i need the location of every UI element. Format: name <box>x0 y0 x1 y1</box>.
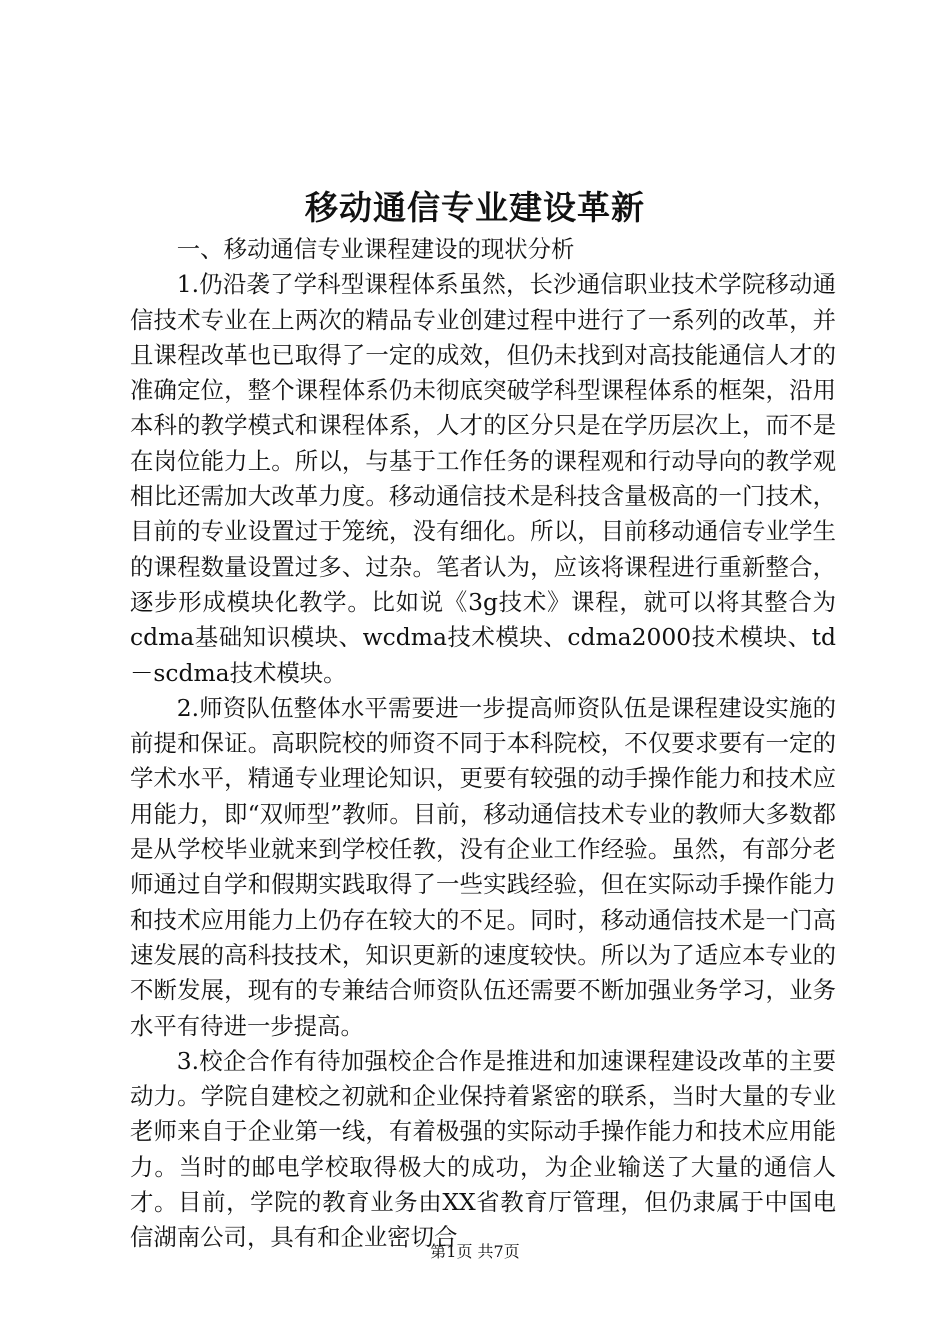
paragraph-3: 3.校企合作有待加强校企合作是推进和加速课程建设改革的主要动力。学院自建校之初就和企业保持着紧密的联系，当时大量的专业老师来自于企业第一线，有着极强的实际动手操作能力和技术应用能力。当时的邮电学校取得极大的成功，为企业输送了大量的通信人才。目前，学院的教育业务由XX省教育厅管理，但仍隶属于中国电信湖南公司，具有和企业密切合 <box>130 1046 836 1252</box>
document-body <box>130 232 836 1256</box>
section-heading: 一、移动通信专业课程建设的现状分析 <box>176 235 575 263</box>
paragraph-1: 1.仍沿袭了学科型课程体系虽然，长沙通信职业技术学院移动通信技术专业在上两次的精品专业创建过程中进行了一系列的改革，并且课程改革也已取得了一定的成效，但仍未找到对高技能通信人才的准确定位，整个课程体系仍未彻底突破学科型课程体系的框架，沿用本科的教学模式和课程体系，人才的区分只是在学历层次上，而不是在岗位能力上。所以，与基于工作任务的课程观和行动导向的教学观相比还需加大改革力度。移动通信技术是科技含量极高的一门技术，目前的专业设置过于笼统，没有细化。所以，目前移动通信专业学生的课程数量设置过多、过杂。笔者认为，应该将课程进行重新整合，逐步形成模块化教学。比如说《3g技术》课程，就可以将其整合为cdma基础知识模块、wcdma技术模块、cdma2000技术模块、td－scdma技术模块。 <box>130 270 836 687</box>
page-footer: 第1页 共7页 <box>430 1242 520 1261</box>
document-title: 移动通信专业建设革新 <box>305 188 645 227</box>
paragraph-2: 2.师资队伍整体水平需要进一步提高师资队伍是课程建设实施的前提和保证。高职院校的师资不同于本科院校，不仅要求要有一定的学术水平，精通专业理论知识，更要有较强的动手操作能力和技术应用能力，即“双师型”教师。目前，移动通信技术专业的教师大多数都是从学校毕业就来到学校任教，没有企业工作经验。虽然，有部分老师通过自学和假期实践取得了一些实践经验，但在实际动手操作能力和技术应用能力上仍存在较大的不足。同时，移动通信技术是一门高速发展的高科技技术，知识更新的速度较快。所以为了适应本专业的不断发展，现有的专兼结合师资队伍还需要不断加强业务学习，业务水平有待进一步提高。 <box>130 693 836 1040</box>
